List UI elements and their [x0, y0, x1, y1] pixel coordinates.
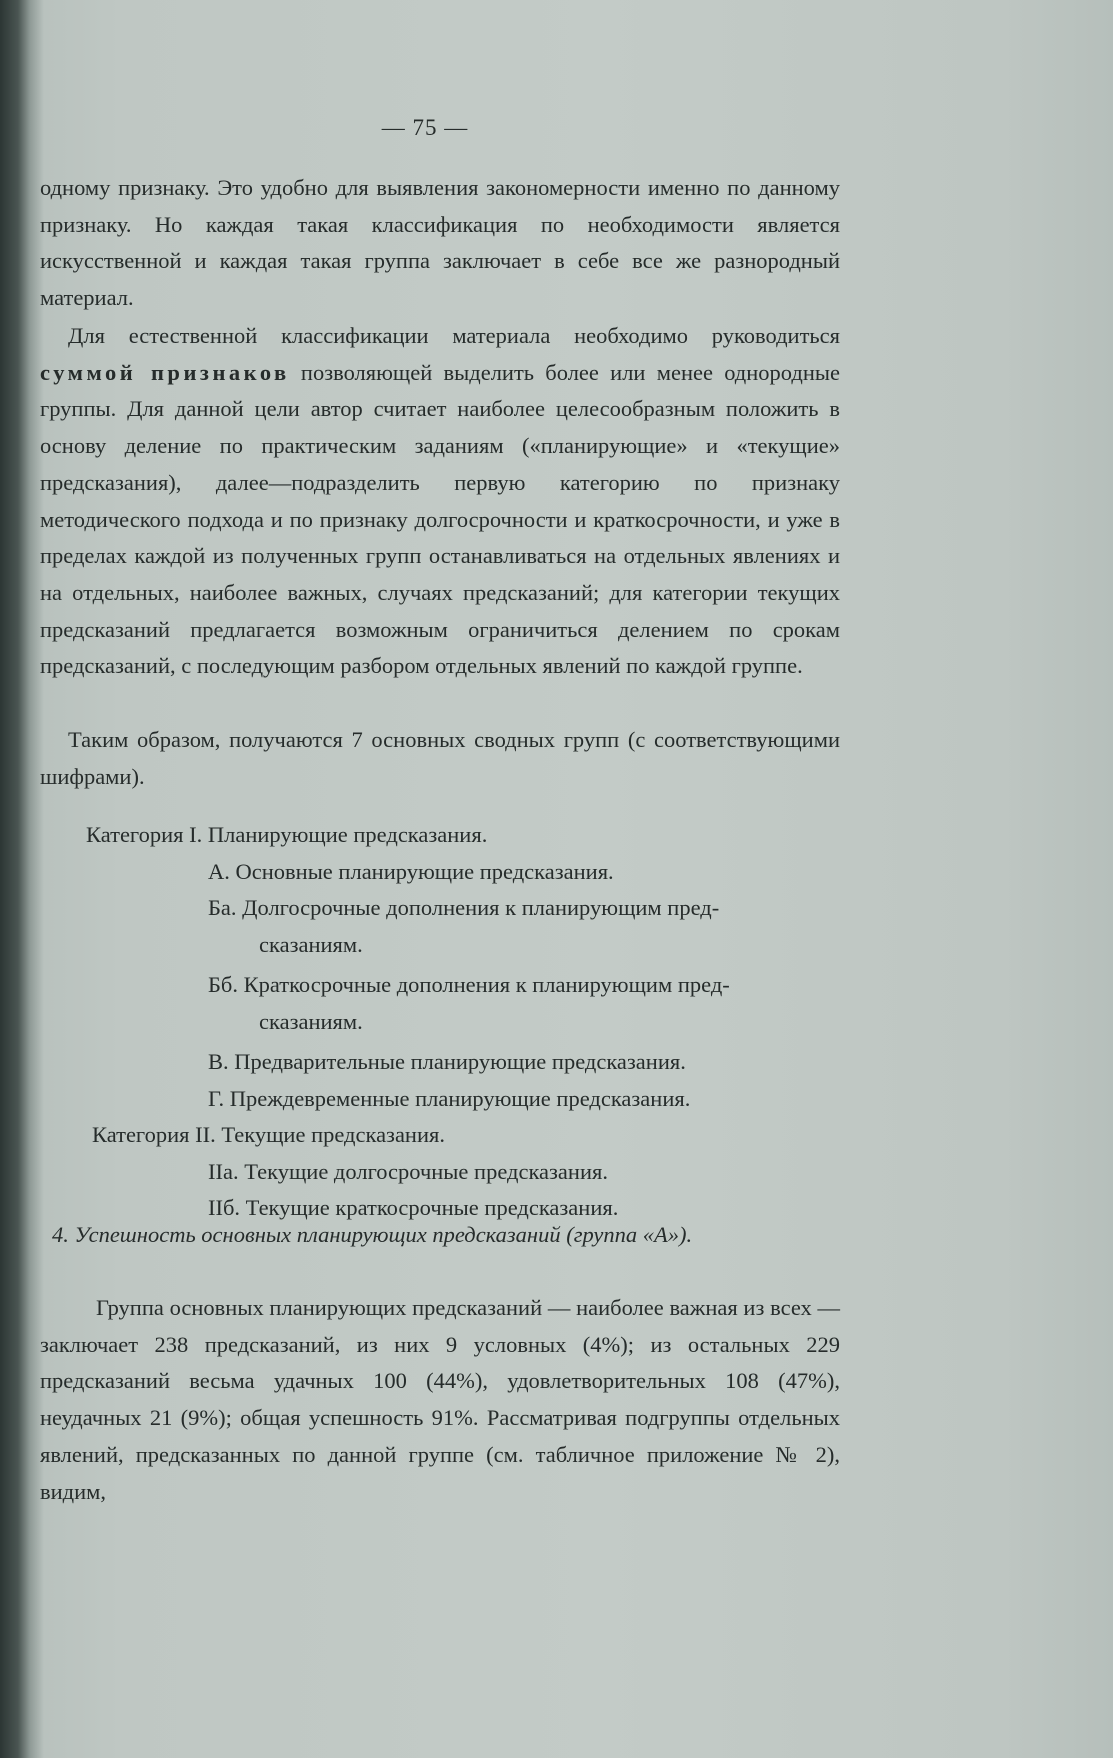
- group-bb-line-2: сказаниям.: [259, 1008, 363, 1034]
- group-bb-line-1: Бб. Краткосрочные дополнения к планирующим пред-: [208, 972, 730, 997]
- group-bb: [40, 967, 860, 1040]
- section-heading: 4. Успешность основных планирующих предсказаний (группа «А»).: [52, 1222, 693, 1247]
- category-2: Категория II. Текущие предсказания.: [92, 1122, 445, 1147]
- group-ba: [40, 890, 860, 963]
- paragraph-4: Группа основных планирующих предсказаний — наиболее важная из всех — заключает 238 предсказаний, из них 9 условных (4%); из остальных 229 предсказаний весьма удачных 100 (44%), удовлетворительных 108 (47%), неудачных 21 (9%); общая успешность 91%. Рассматривая подгруппы отдельных явлений, предсказанных по данной группе (см. табличное приложение № 2), видим,: [40, 1295, 840, 1504]
- emphasized-phrase: суммой признаков: [40, 359, 290, 385]
- group-a: А. Основные планирующие предсказания.: [208, 858, 614, 884]
- group-v: В. Предварительные планирующие предсказания.: [208, 1049, 686, 1074]
- paragraph-1: одному признаку. Это удобно для выявления закономерности именно по данному признаку. Но каждая такая классификация по необходимости является искусственной и каждая такая группа заключает в себе все же разнородный материал.: [40, 175, 840, 311]
- category-1: Категория I. Планирующие предсказания.: [86, 822, 488, 847]
- paragraph-2-end: позволяющей выделить более или менее однородные группы. Для данной цели автор считает наиболее целесообразным положить в основу деление по практическим заданиям («планирующие» и «текущие» предсказания), далее—подразделить первую категорию по признаку методического подхода и по признаку долгосрочности и краткосрочности, и уже в пределах каждой из полученных групп останавливаться на отдельных явлениях и на отдельных, наиболее важных, случаях предсказаний; для категории текущих предсказаний предлагается возможным ограничиться делением по срокам предсказаний, с последующим разбором отдельных явлений по каждой группе.: [40, 359, 840, 679]
- group-iia: IIа. Текущие долгосрочные предсказания.: [208, 1158, 608, 1184]
- paragraph-2-start: Для естественной классификации материала необходимо руководиться: [68, 323, 840, 348]
- group-g: Г. Преждевременные планирующие предсказания.: [208, 1085, 691, 1111]
- paragraph-2: [40, 318, 840, 685]
- group-iib: IIб. Текущие краткосрочные предсказания.: [208, 1195, 619, 1220]
- group-ba-line-1: Ба. Долгосрочные дополнения к планирующим пред-: [208, 895, 720, 920]
- paragraph-3: Таким образом, получаются 7 основных сводных групп (с соответствующими шифрами).: [40, 727, 840, 789]
- group-ba-line-2: сказаниям.: [259, 931, 363, 957]
- page-number: — 75 —: [381, 115, 469, 140]
- group-list: [40, 817, 860, 1227]
